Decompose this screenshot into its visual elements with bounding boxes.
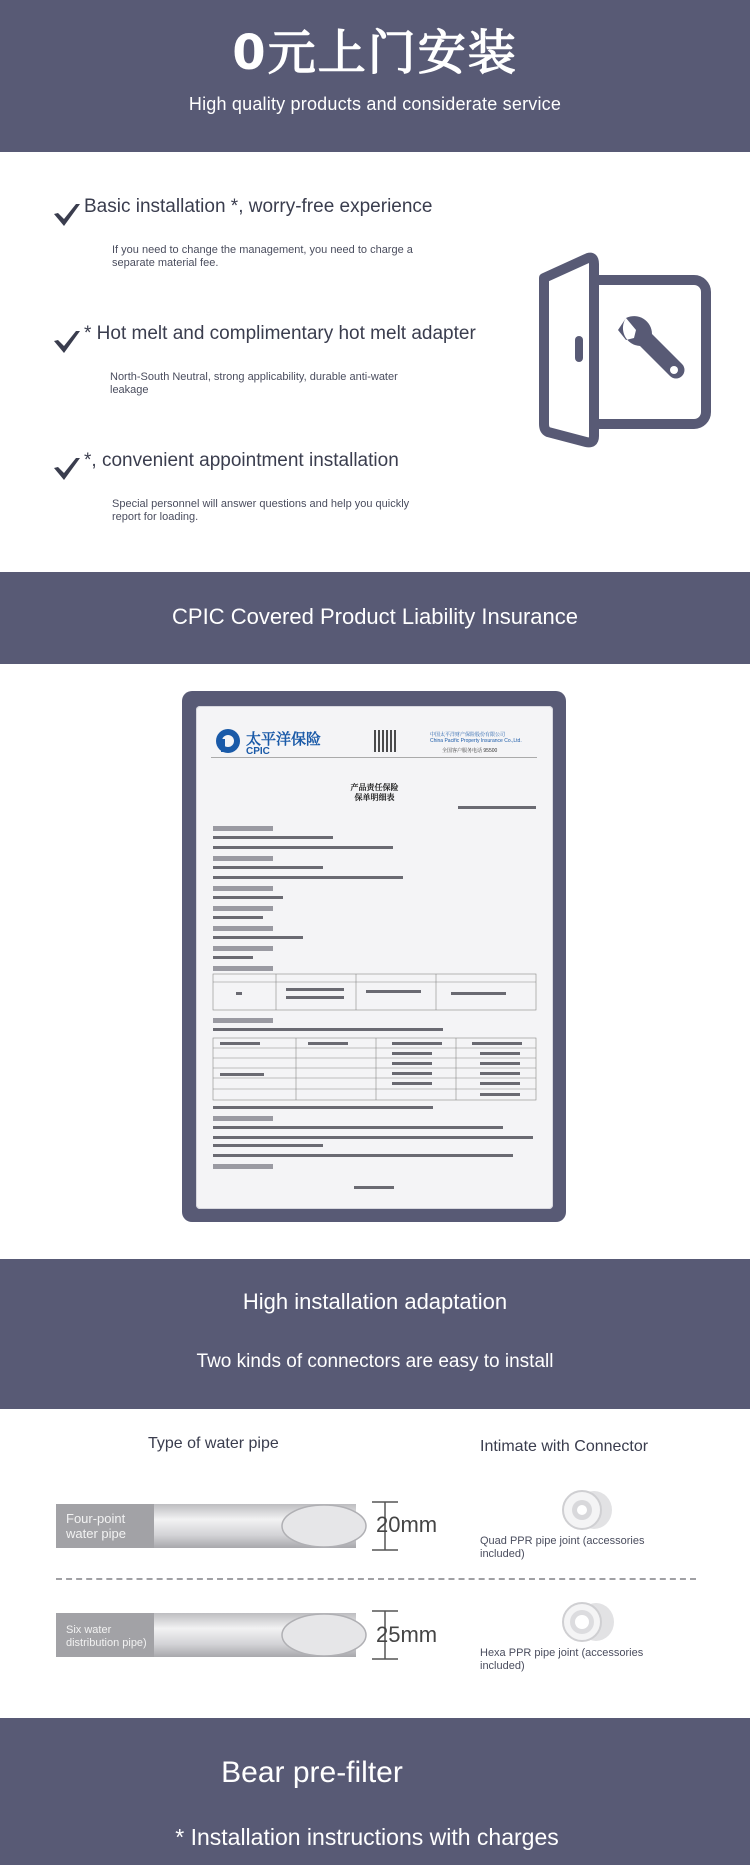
footer-subtitle: * Installation instructions with charges: [175, 1824, 559, 1850]
cpic-logo-cn: 太平洋保险: [246, 731, 322, 748]
adaptation-title: High installation adaptation: [242, 1289, 508, 1314]
door-wrench-icon: [538, 250, 712, 448]
check-icon: [52, 456, 82, 482]
header-banner: [0, 0, 750, 152]
pipe-label: Six water distribution pipe): [66, 1624, 147, 1649]
feature-item: [52, 450, 502, 540]
cpic-logo-icon: [215, 728, 241, 754]
doc-title-1: 产品责任保险: [350, 783, 399, 792]
pipe-column-header: Type of water pipe: [148, 1435, 279, 1452]
doc-title-2: 保单明细表: [354, 793, 395, 802]
pipe-size: 20mm: [376, 1512, 438, 1537]
insurance-title: CPIC Covered Product Liability Insurance: [172, 604, 578, 629]
divider: [56, 1578, 696, 1580]
page-subtitle: High quality products and considerate service: [188, 94, 562, 114]
feature-item: [52, 196, 502, 286]
joint-description: Quad PPR pipe joint (accessories included): [480, 1535, 645, 1560]
pipe-size: 25mm: [376, 1622, 438, 1647]
adaptation-subtitle: Two kinds of connectors are easy to install: [196, 1351, 554, 1372]
certificate-body: [196, 802, 553, 1202]
pipe-label: Four-point water pipe: [66, 1511, 126, 1541]
cpic-logo-en: CPIC: [246, 746, 270, 757]
footer-banner: [0, 1718, 750, 1865]
divider: [211, 757, 537, 758]
company-name-en: China Pacific Property Insurance Co.,Ltd.: [430, 738, 522, 744]
feature-title: * Hot melt and complimentary hot melt adapter: [84, 323, 476, 344]
feature-description: If you need to change the management, you need to charge a separate material fee.: [112, 244, 413, 269]
footer-title: Bear pre-filter: [221, 1756, 403, 1789]
feature-description: Special personnel will answer questions and help you quickly report for loading.: [112, 498, 410, 523]
hexa-joint-image: [554, 1600, 618, 1644]
insurance-banner: [0, 572, 750, 664]
feature-item: [52, 323, 502, 413]
adaptation-banner: [0, 1259, 750, 1409]
quad-joint-image: [556, 1488, 616, 1532]
connector-column-header: Intimate with Connector: [480, 1438, 649, 1455]
company-name-cn: 中国太平洋财产保险股份有限公司: [430, 732, 506, 738]
qr-code: [374, 730, 396, 752]
feature-title: Basic installation *, worry-free experience: [84, 196, 433, 217]
check-icon: [52, 202, 82, 228]
page-title: 0元上门安装: [232, 25, 518, 81]
feature-description: North-South Neutral, strong applicability, durable anti-water leakage: [110, 371, 398, 396]
check-icon: [52, 329, 82, 355]
feature-title: *, convenient appointment installation: [84, 450, 399, 471]
joint-description: Hexa PPR pipe joint (accessories included): [480, 1647, 644, 1672]
hotline: 全国客户服务电话 95500: [442, 748, 498, 754]
insurance-certificate: [196, 706, 553, 1209]
